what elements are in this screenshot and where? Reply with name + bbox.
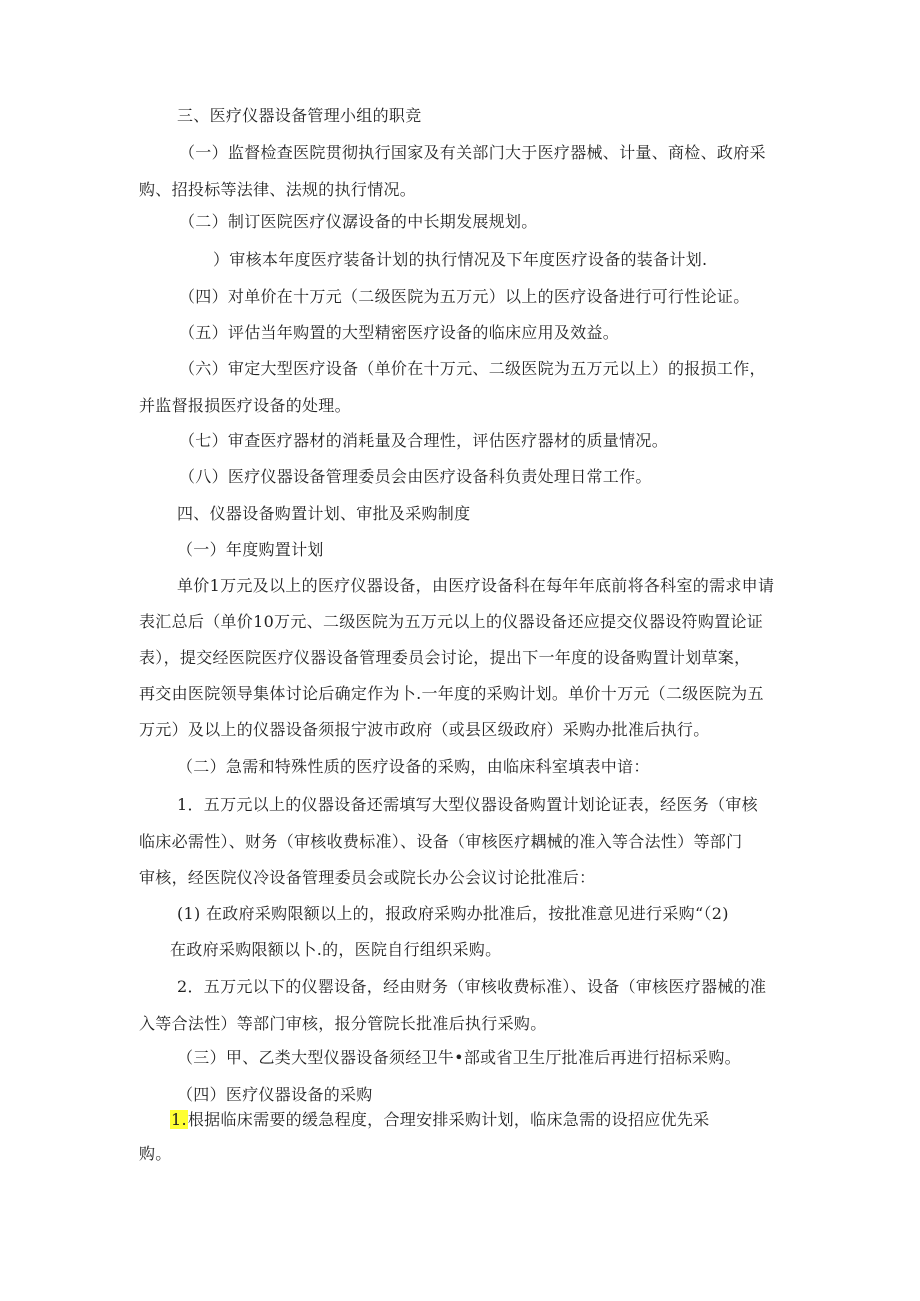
section-3-item-2: （二）制订医院医疗仪潺设备的中长期发展规划。 [179, 212, 538, 231]
section-4-item-2-1-line-2: 临床必需性）、财务（审核收费标准）、设备（审核医疗耦械的准入等合法性）等部门 [139, 832, 743, 851]
section-4-subheading-1: （一）年度购置计划 [177, 540, 324, 559]
section-4-item-2-1-line-1: 1．五万元以上的仪器设备还需填写大型仪器设备购置计划论证表，经医务（审核 [177, 795, 758, 814]
section-4-item-4-1-text: 根据临床需要的缓急程度，合理安排采购计划，临床急需的设招应优先采 [187, 1110, 710, 1129]
section-3-item-3: ）审核本年度医疗装备计划的执行情况及下年度医疗设备的装备计划. [213, 250, 708, 269]
section-4-para-1-line-5: 万元）及以上的仪器设备须报宁波市政府（或县区级政府）采购办批准后执行。 [139, 720, 710, 739]
section-4-para-1-line-3: 表），提交经医院医疗仪器设备管理委员会讨论，提出下一年度的设备购置计划草案， [139, 648, 751, 667]
highlighted-item-number: 1. [171, 1110, 187, 1129]
section-4-item-2-1-sub-1: (1) 在政府采购限额以上的，报政府采购办批准后，按批准意见进行采购“（2) [177, 904, 729, 923]
section-4-item-4-1-line-1 [170, 1110, 709, 1130]
section-4-item-4-1-line-2: 购。 [139, 1144, 172, 1163]
section-4-para-1-line-2: 表汇总后（单价10万元、二级医院为五万元以上的仪器设备还应提交仪器设符购置论证 [139, 612, 764, 631]
section-4-item-2-2-line-2: 入等合法性）等部门审核，报分管院长批准后执行采购。 [139, 1014, 547, 1033]
section-4-item-2-2-line-1: 2．五万元以下的仪罂设备，经由财务（审核收费标准）、设备（审核医疗器械的准 [177, 977, 767, 996]
section-4-item-2-1-line-3: 审核，经医院仪冷设备管理委员会或院长办公会议讨论批准后： [139, 868, 596, 887]
section-3-item-4: （四）对单价在十万元（二级医院为五万元）以上的医疗设备进行可行性论证。 [179, 287, 750, 306]
section-3-heading: 三、医疗仪器设备管理小组的职竞 [177, 106, 422, 125]
section-3-item-7: （七）审查医疗器材的消耗量及合理性，评估医疗器材的质量情况。 [179, 431, 669, 450]
section-3-item-1-line-1: （一）监督检查医院贯彻执行国家及有关部门大于医疗器械、计量、商检、政府采 [179, 143, 766, 162]
section-3-item-5: （五）评估当年购置的大型精密医疗设备的临床应用及效益。 [179, 323, 620, 342]
section-4-item-2-1-sub-2: 在政府采购限额以卜.的，医院自行组织采购。 [170, 940, 502, 959]
section-3-item-8: （八）医疗仪器设备管理委员会由医疗设备科负责处理日常工作。 [179, 467, 652, 486]
section-4-para-1-line-1: 单价1万元及以上的医疗仪器设备，由医疗设备科在每年年底前将各科室的需求申请 [177, 576, 775, 595]
section-3-item-6-line-2: 并监督报损医疗设备的处理。 [139, 396, 351, 415]
section-4-subheading-3: （三）甲、乙类大型仪器设备须经卫牛•部或省卫生厅批准后再进行招标采购。 [177, 1048, 741, 1067]
section-4-subheading-2: （二）急需和特殊性质的医疗设备的采购，由临床科室填表中谙： [177, 757, 650, 776]
section-4-subheading-4: （四）医疗仪器设备的采购 [177, 1085, 373, 1104]
section-4-heading: 四、仪器设备购置计划、审批及采购制度 [177, 504, 471, 523]
section-3-item-1-line-2: 购、招投标等法律、法规的执行情况。 [139, 180, 417, 199]
section-4-para-1-line-4: 再交由医院领导集体讨论后确定作为卜.一年度的采购计划。单价十万元（二级医院为五 [139, 684, 764, 703]
section-3-item-6-line-1: （六）审定大型医疗设备（单价在十万元、二级医院为五万元以上）的报损工作， [179, 359, 766, 378]
